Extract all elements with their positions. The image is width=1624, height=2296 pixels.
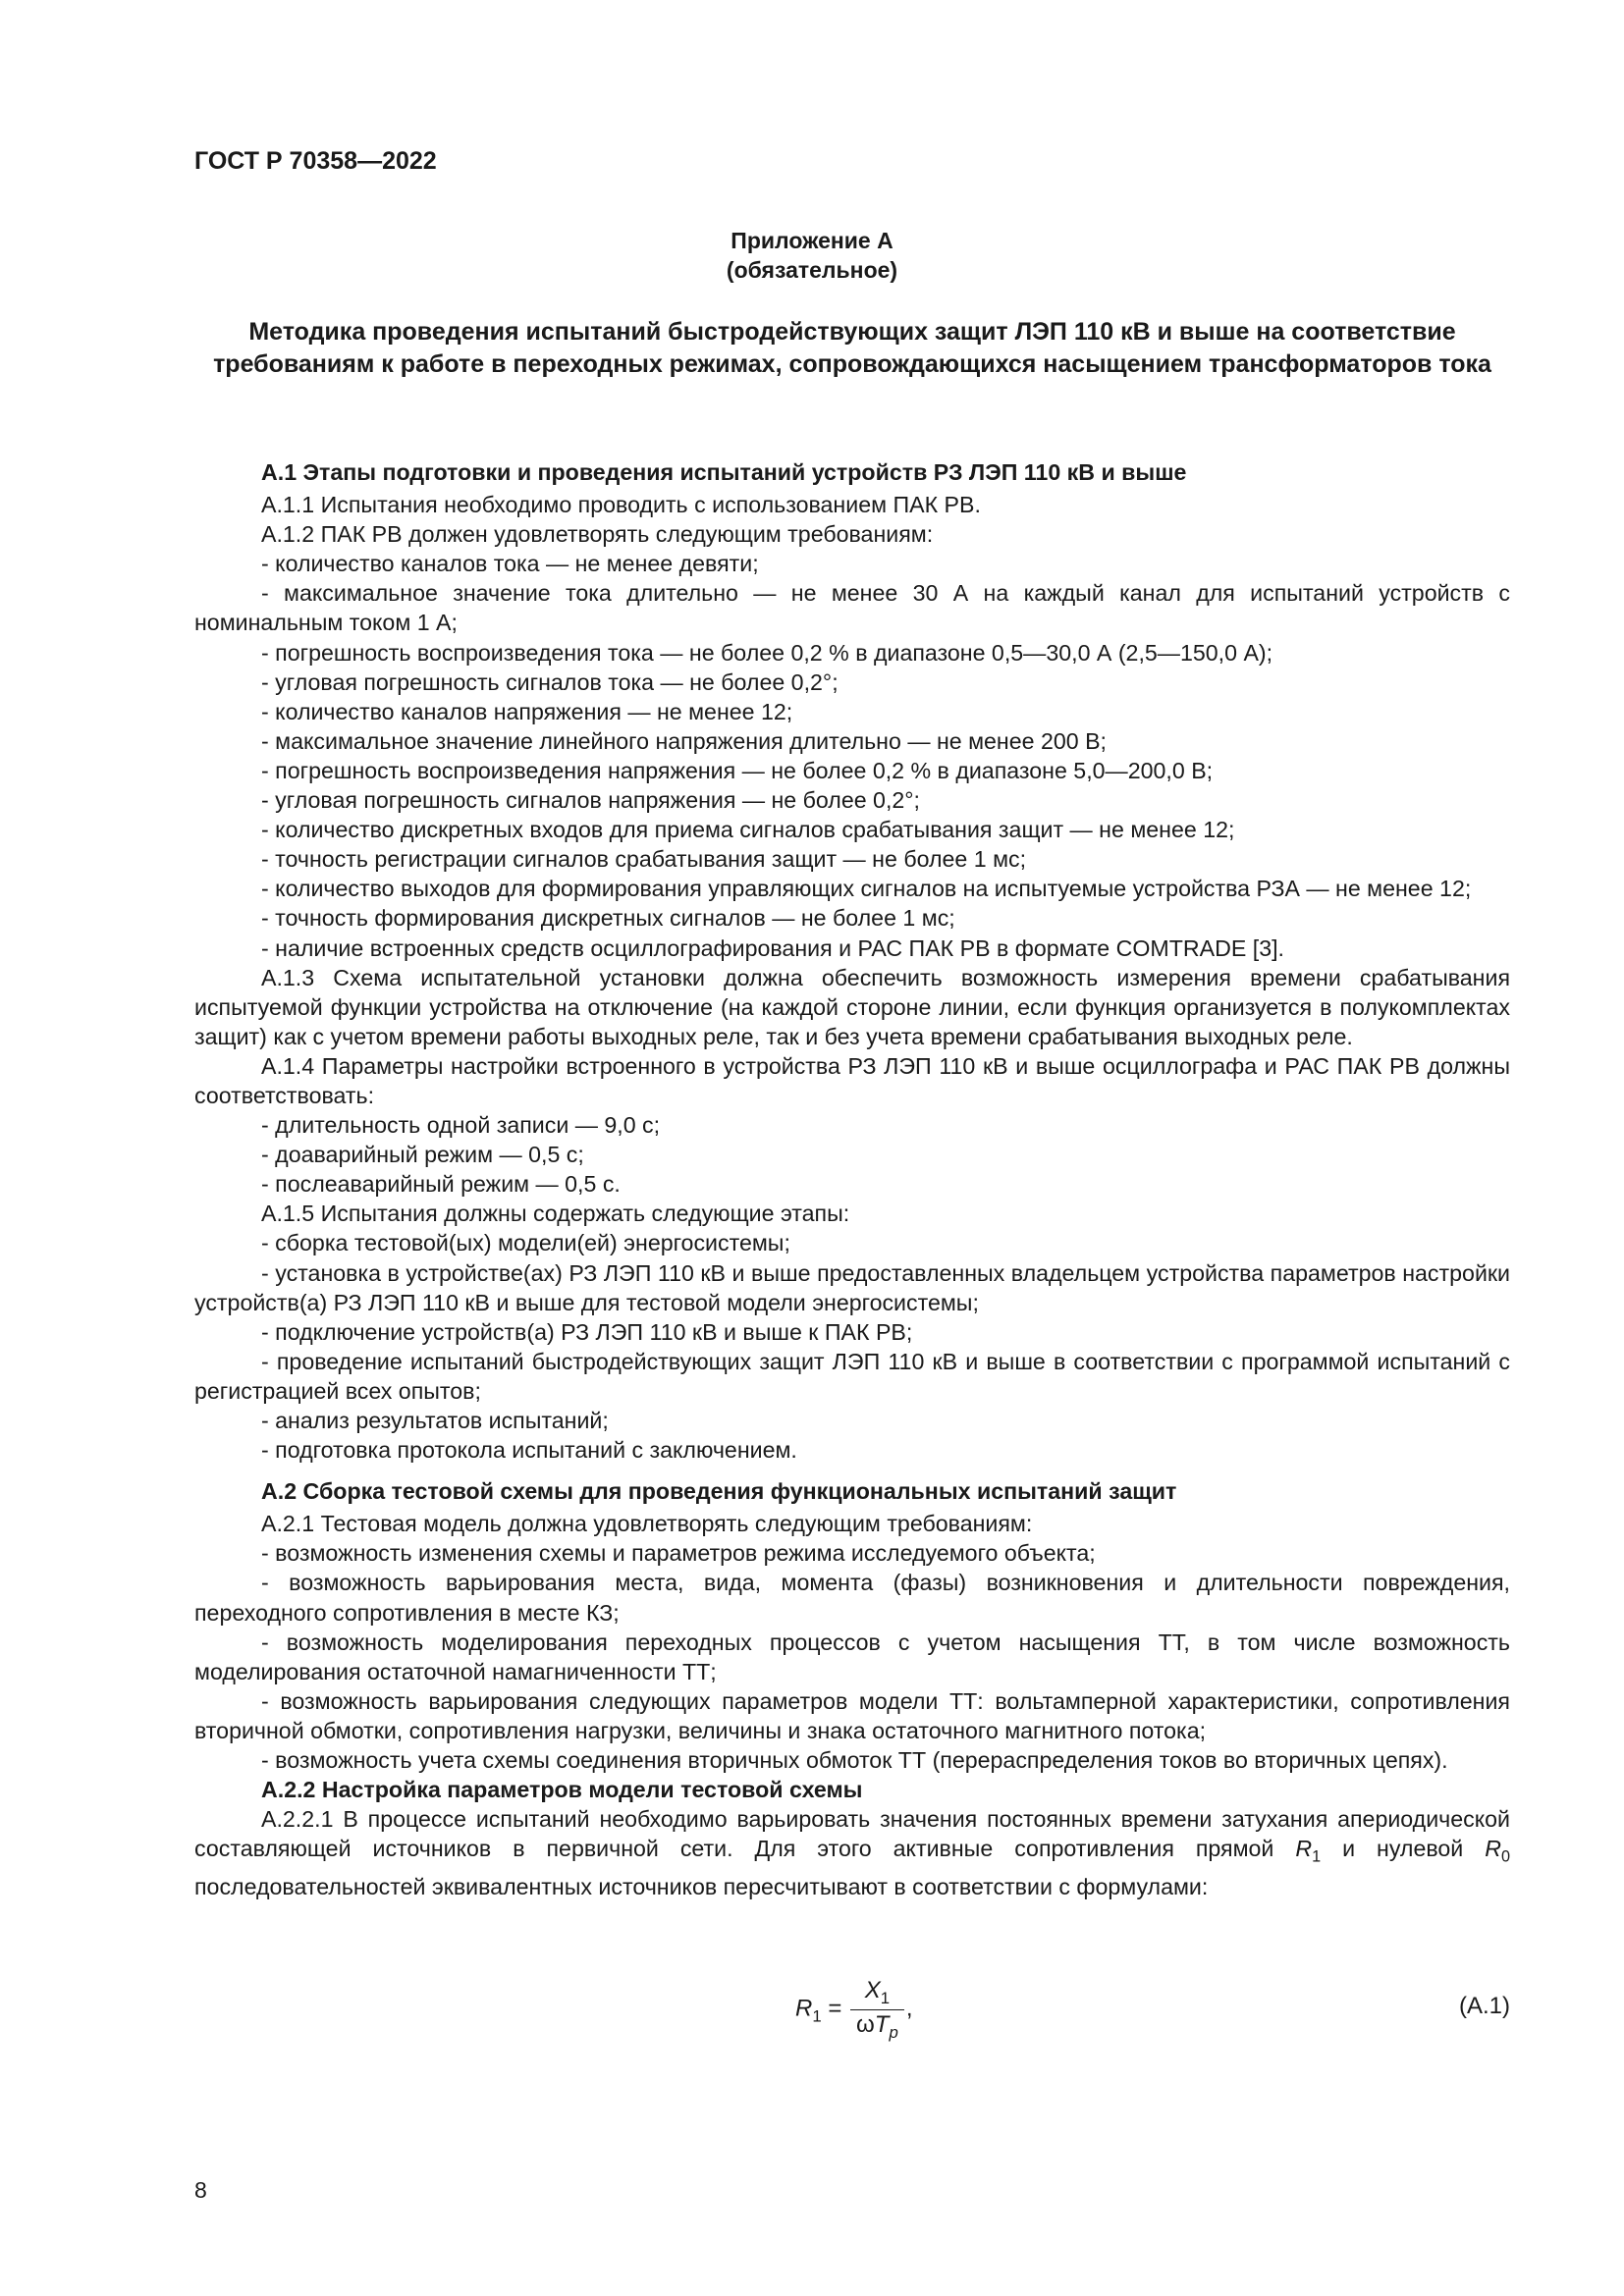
list-item: - проведение испытаний быстродействующих защит ЛЭП 110 кВ и выше в соответствии с программой испытаний с регистрацией всех опытов; [194, 1348, 1510, 1404]
list-item: - погрешность воспроизведения напряжения — не более 0,2 % в диапазоне 5,0—200,0 В; [261, 757, 1214, 783]
list-item: - погрешность воспроизведения тока — не более 0,2 % в диапазоне 0,5—30,0 А (2,5—150,0 А); [261, 639, 1273, 666]
appendix-title: Методика проведения испытаний быстродействующих защит ЛЭП 110 кВ и выше на соответствие требованиям к работе в переходных режимах, сопровождающихся насыщением трансформаторов тока [213, 318, 1491, 378]
paragraph: А.1.2 ПАК РВ должен удовлетворять следующим требованиям: [261, 521, 934, 548]
page-number: 8 [194, 2177, 207, 2203]
paragraph: А.1.1 Испытания необходимо проводить с использованием ПАК РВ. [261, 492, 981, 518]
list-item: - возможность варьирования места, вида, момента (фазы) возникновения и длительности повреждения, переходного сопротивления в месте КЗ; [194, 1570, 1510, 1626]
paragraph: А.1.5 Испытания должны содержать следующие этапы: [261, 1201, 850, 1227]
list-item: - возможность учета схемы соединения вторичных обмоток ТТ (перераспределения токов во вторичных цепях). [261, 1747, 1448, 1774]
standard-designation: ГОСТ Р 70358—2022 [194, 147, 437, 175]
appendix-name: Приложение А [731, 228, 893, 253]
formula-fraction: $\frac{X_1}{\omega T_p}$ [850, 1977, 904, 2043]
list-item: - сборка тестовой(ых) модели(ей) энергосистемы; [261, 1230, 790, 1256]
formula-expression: $R_1$ = $\frac{X_1}{\omega T_p}$ , [795, 1977, 913, 2042]
list-item: - анализ результатов испытаний; [261, 1408, 609, 1433]
list-item: - послеаварийный режим — 0,5 с. [261, 1171, 621, 1198]
list-item: - подготовка протокола испытаний с заключением. [261, 1437, 797, 1464]
appendix-status: (обязательное) [726, 257, 898, 283]
list-item: - точность регистрации сигналов срабатывания защит — не более 1 мс; [261, 846, 1027, 873]
list-item: - количество выходов для формирования управляющих сигналов на испытуемые устройства РЗА — не менее 12; [261, 876, 1472, 902]
list-item: - угловая погрешность сигналов тока — не более 0,2°; [261, 668, 839, 695]
list-item: - возможность моделирования переходных процессов с учетом насыщения ТТ, в том числе возможность моделирования остаточной намагниченности ТТ; [194, 1629, 1510, 1684]
document-body [194, 457, 1510, 1901]
list-item: - длительность одной записи — 9,0 с; [261, 1112, 661, 1139]
section-heading: А.1 Этапы подготовки и проведения испытаний устройств РЗ ЛЭП 110 кВ и выше [261, 459, 1187, 485]
paragraph: А.2.1 Тестовая модель должна удовлетворять следующим требованиям: [261, 1511, 1033, 1537]
list-item: - максимальное значение тока длительно — не менее 30 А на каждый канал для испытаний устройств с номинальным током 1 А; [194, 580, 1510, 636]
list-item: - точность формирования дискретных сигналов — не более 1 мс; [261, 905, 955, 932]
formula-number: (А.1) [1458, 1993, 1510, 2019]
list-item: - установка в устройстве(ах) РЗ ЛЭП 110 кВ и выше предоставленных владельцем устройства параметров настройки устройств(а) РЗ ЛЭП 110 кВ и выше для тестовой модели энергосистемы; [194, 1259, 1510, 1315]
list-item: - подключение устройств(а) РЗ ЛЭП 110 кВ и выше к ПАК РВ; [261, 1318, 913, 1345]
list-item: - возможность изменения схемы и параметров режима исследуемого объекта; [261, 1540, 1096, 1567]
paragraph: А.1.4 Параметры настройки встроенного в устройства РЗ ЛЭП 110 кВ и выше осциллографа и РАС ПАК РВ должны соответствовать: [194, 1052, 1510, 1108]
list-item: - возможность варьирования следующих параметров модели ТТ: вольтамперной характеристики, сопротивления вторичной обмотки, сопротивления нагрузки, величины и знака остаточного магнитного потока; [194, 1687, 1510, 1743]
list-item: - количество каналов напряжения — не менее 12; [261, 698, 793, 724]
list-item: - доаварийный режим — 0,5 с; [261, 1142, 584, 1168]
section-heading: А.2 Сборка тестовой схемы для проведения функциональных испытаний защит [261, 1478, 1177, 1505]
list-item: - максимальное значение линейного напряжения длительно — не менее 200 В; [261, 727, 1108, 754]
subsection-heading: А.2.2 Настройка параметров модели тестовой схемы [261, 1777, 863, 1803]
paragraph: А.1.3 Схема испытательной установки должна обеспечить возможность измерения времени срабатывания испытуемой функции устройства на отключение (на каждой стороне линии, если функция организуется в полукомплектах защит) как с учетом времени работы выходных реле, так и без учета времени срабатывания выходных реле. [194, 964, 1510, 1049]
list-item: - количество каналов тока — не менее девяти; [261, 551, 759, 577]
list-item: - количество дискретных входов для приема сигналов срабатывания защит — не менее 12; [261, 817, 1235, 843]
formula-a1 [194, 1973, 1510, 2042]
list-item: - наличие встроенных средств осциллографирования и РАС ПАК РВ в формате COMTRADE [3]. [261, 934, 1284, 961]
paragraph-with-symbols: А.2.2.1 В процессе испытаний необходимо варьировать значения постоянных времени затухания апериодической составляющей источников в первичной сети. Для этого активные сопротивления прямой $R_1$ и нулевой $R_0$ последовательностей эквивалентных источников пересчитывают в соответствии с формулами: [194, 1806, 1510, 1900]
list-item: - угловая погрешность сигналов напряжения — не более 0,2°; [261, 787, 920, 814]
